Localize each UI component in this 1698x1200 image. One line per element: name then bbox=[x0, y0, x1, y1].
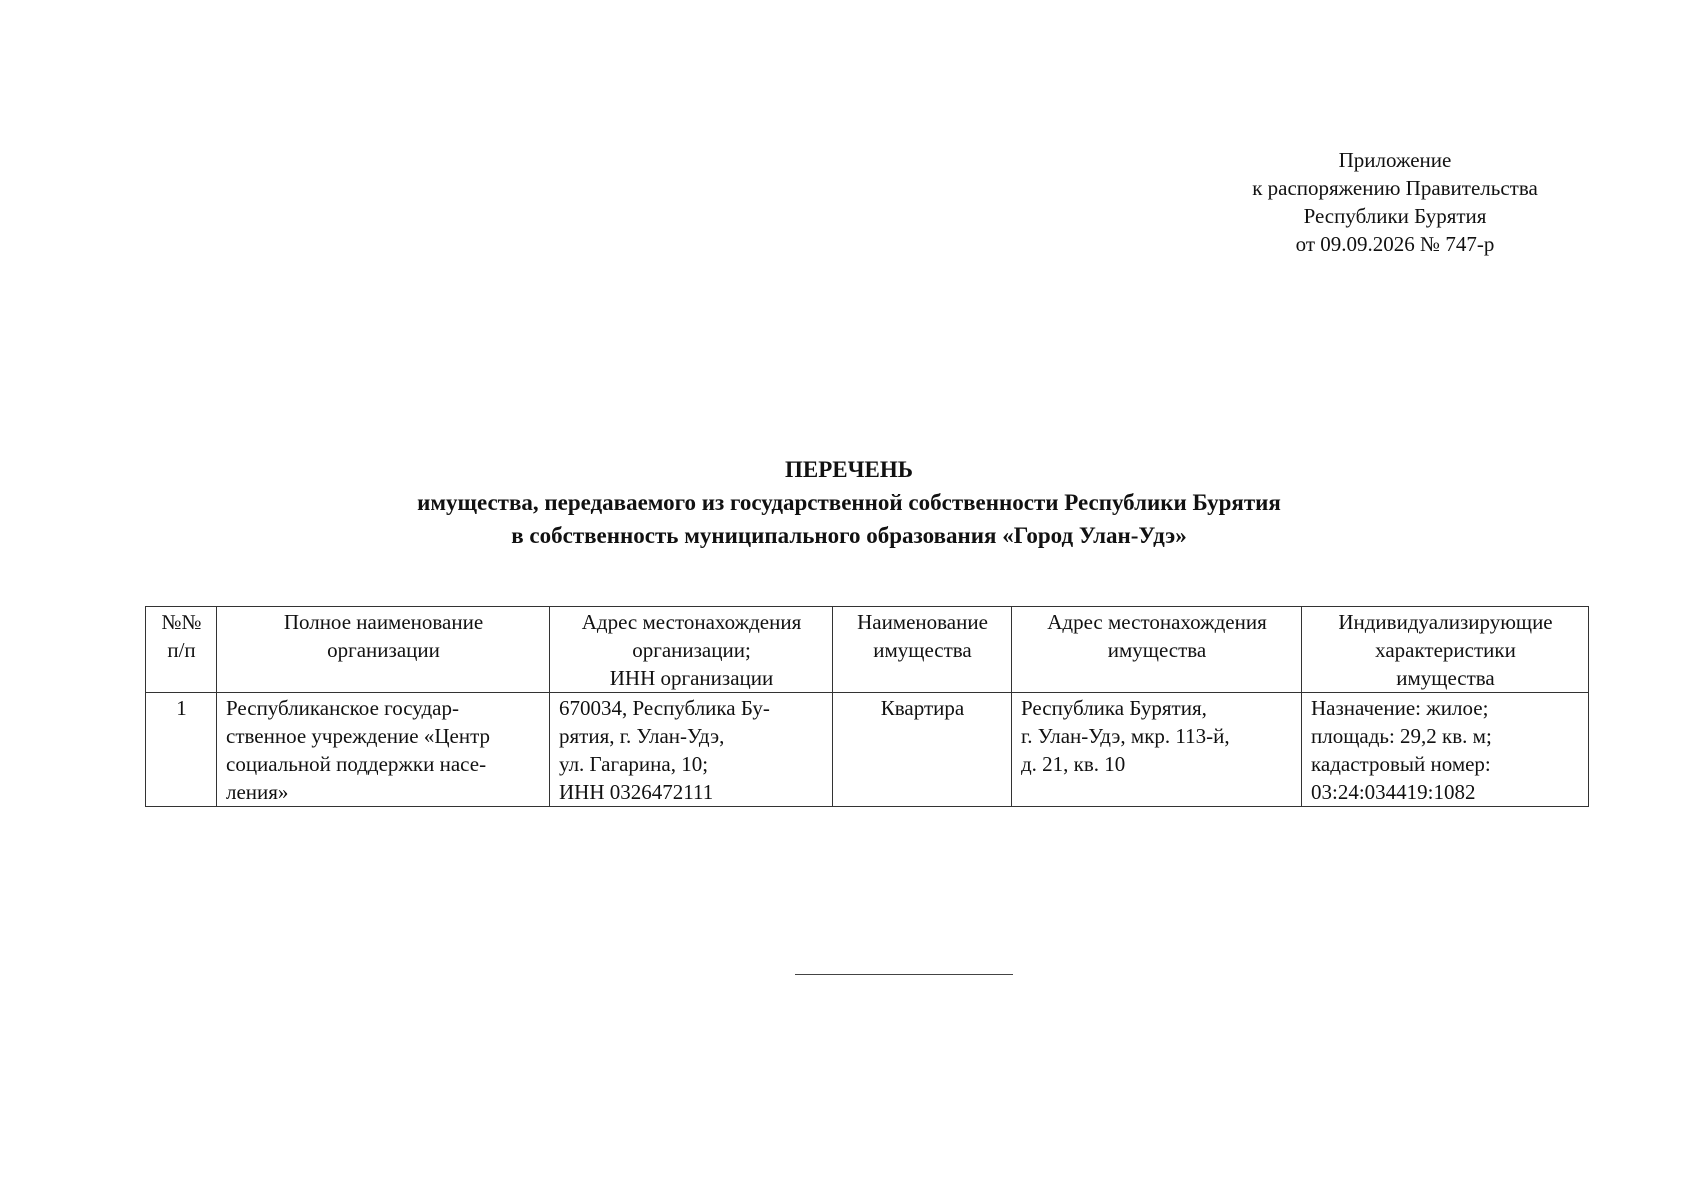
cell-property-name bbox=[833, 693, 1012, 807]
header-text: Адрес местонахождения bbox=[1047, 610, 1267, 634]
cell-org-address bbox=[550, 693, 833, 807]
cell-text: г. Улан-Удэ, мкр. 113-й, bbox=[1021, 724, 1230, 748]
table-row bbox=[146, 693, 1589, 807]
header-text: Индивидуализирующие bbox=[1338, 610, 1553, 634]
title-line: ПЕРЕЧЕНЬ bbox=[785, 457, 913, 482]
header-text: Полное наименование bbox=[283, 610, 484, 634]
cell-number bbox=[146, 693, 217, 807]
appendix-line: от 09.09.2026 № 747-р bbox=[1295, 232, 1495, 256]
header-cell-org-address bbox=[550, 607, 833, 693]
cell-text: Республика Бурятия, bbox=[1021, 696, 1207, 720]
cell-text: Республиканское государ- bbox=[226, 696, 459, 720]
end-separator-line bbox=[795, 974, 1013, 975]
header-cell-org-name bbox=[217, 607, 550, 693]
document-title bbox=[0, 453, 1698, 552]
cell-text: ления» bbox=[226, 780, 289, 804]
header-cell-characteristics bbox=[1302, 607, 1589, 693]
appendix-header bbox=[1185, 146, 1605, 258]
cell-text: Назначение: жилое; bbox=[1311, 696, 1489, 720]
cell-text: социальной поддержки насе- bbox=[226, 752, 487, 776]
header-text: характеристики bbox=[1375, 638, 1516, 662]
table-header-row bbox=[146, 607, 1589, 693]
cell-text: 03:24:034419:1082 bbox=[1311, 780, 1476, 804]
cell-text: 1 bbox=[176, 696, 187, 720]
cell-text: рятия, г. Улан-Удэ, bbox=[559, 724, 725, 748]
header-text: организации; bbox=[632, 638, 751, 662]
header-text: №№ bbox=[161, 610, 202, 634]
cell-text: ИНН 0326472111 bbox=[559, 780, 714, 804]
appendix-line: Приложение bbox=[1338, 148, 1452, 172]
title-line: в собственность муниципального образования «Город Улан-Удэ» bbox=[511, 523, 1187, 548]
header-text: ИНН организации bbox=[609, 666, 774, 690]
header-text: Наименование bbox=[857, 610, 988, 634]
cell-text: д. 21, кв. 10 bbox=[1021, 752, 1126, 776]
header-cell-property-name bbox=[833, 607, 1012, 693]
property-table bbox=[145, 606, 1589, 807]
header-text: имущества bbox=[1396, 666, 1495, 690]
header-text: Адрес местонахождения bbox=[581, 610, 802, 634]
cell-property-address bbox=[1012, 693, 1302, 807]
title-line: имущества, передаваемого из государственной собственности Республики Бурятия bbox=[417, 490, 1281, 515]
header-text: имущества bbox=[1107, 638, 1207, 662]
appendix-line: к распоряжению Правительства bbox=[1252, 176, 1538, 200]
header-text: имущества bbox=[873, 638, 972, 662]
header-text: п/п bbox=[167, 638, 196, 662]
cell-org-name bbox=[217, 693, 550, 807]
header-text: организации bbox=[327, 638, 440, 662]
cell-text: ственное учреждение «Центр bbox=[226, 724, 491, 748]
cell-text: кадастровый номер: bbox=[1311, 752, 1491, 776]
header-cell-property-address bbox=[1012, 607, 1302, 693]
header-cell-number bbox=[146, 607, 217, 693]
cell-text: площадь: 29,2 кв. м; bbox=[1311, 724, 1492, 748]
cell-text: Квартира bbox=[880, 696, 965, 720]
cell-characteristics bbox=[1302, 693, 1589, 807]
cell-text: 670034, Республика Бу- bbox=[559, 696, 770, 720]
appendix-line: Республики Бурятия bbox=[1303, 204, 1487, 228]
cell-text: ул. Гагарина, 10; bbox=[559, 752, 709, 776]
